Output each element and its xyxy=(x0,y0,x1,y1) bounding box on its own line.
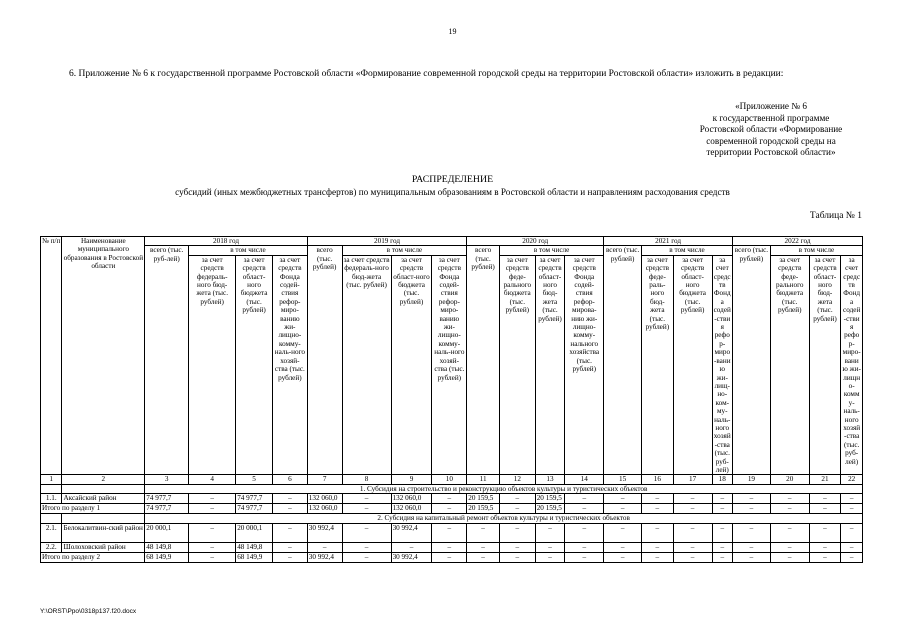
header-source: за счет средств федераль-ного бюд-жета (тыс. рублей) xyxy=(189,255,236,475)
row-value: 30 992,4 xyxy=(391,523,432,542)
column-number: 6 xyxy=(272,475,307,484)
header-source: за счет средств област-ного бюджета (тыс. рублей) xyxy=(673,255,712,475)
table-cell xyxy=(62,484,145,493)
total-value: – xyxy=(189,504,236,514)
document-subtitle: субсидий (иных межбюджетных трансфертов) по муниципальным образованиям в Ростовской области и направлениям расходования средств xyxy=(175,187,730,197)
row-value: 20 159,5 xyxy=(535,494,565,504)
header-total: всего (тыс. рублей) xyxy=(467,246,500,475)
total-row xyxy=(41,552,863,562)
column-number: 15 xyxy=(604,475,642,484)
column-number: 7 xyxy=(307,475,342,484)
row-value: – xyxy=(809,494,841,504)
total-label: Итого по разделу 1 xyxy=(41,504,145,514)
column-number: 18 xyxy=(712,475,732,484)
header-source: за счет средств област-ного бюд-жета (тыс. рублей) xyxy=(535,255,565,475)
total-value: – xyxy=(272,504,307,514)
row-value: – xyxy=(841,523,863,542)
row-value: – xyxy=(712,494,732,504)
header-total: всего (тыс. рублей) xyxy=(604,246,642,475)
row-number: 2.1. xyxy=(41,523,62,542)
header-source: за счет средств федераль-ного бюд-жета (тыс. рублей) xyxy=(342,255,391,475)
row-value: – xyxy=(642,523,674,542)
column-number: 20 xyxy=(770,475,809,484)
header-name: Наименование муниципального образования в Ростовской области xyxy=(62,237,145,475)
total-value: 132 060,0 xyxy=(307,504,342,514)
row-value: 48 149,8 xyxy=(145,542,189,552)
row-value: – xyxy=(604,523,642,542)
row-value: – xyxy=(342,523,391,542)
total-value: 132 060,0 xyxy=(391,504,432,514)
header-total: всего (тыс. рублей) xyxy=(307,246,342,475)
total-value: – xyxy=(809,504,841,514)
total-value: – xyxy=(604,504,642,514)
row-value: – xyxy=(535,523,565,542)
column-number: 1 xyxy=(41,475,62,484)
total-label: Итого по разделу 2 xyxy=(41,552,145,562)
section-title: 1. Субсидия на строительство и реконструкцию объектов культуры и туристических объектов xyxy=(145,484,863,493)
row-name: Белокалитвин-ский район xyxy=(62,523,145,542)
total-value: – xyxy=(712,552,732,562)
header-row-numbers xyxy=(41,475,863,484)
section-title: 2. Субсидия на капитальный ремонт объектов культуры и туристических объектов xyxy=(145,514,863,523)
row-value: – xyxy=(770,523,809,542)
row-value: – xyxy=(432,542,467,552)
header-in-that: в том числе xyxy=(499,246,603,255)
total-value: – xyxy=(604,552,642,562)
header-row-years xyxy=(41,237,863,246)
page-number: 19 xyxy=(448,27,457,36)
column-number: 16 xyxy=(642,475,674,484)
header-total: всего (тыс. рублей) xyxy=(733,246,771,475)
appendix-line: к государственной программе xyxy=(712,112,830,123)
column-number: 12 xyxy=(499,475,535,484)
row-value: – xyxy=(673,494,712,504)
appendix-reference xyxy=(640,101,902,159)
table-cell xyxy=(62,514,145,523)
total-value: 20 159,5 xyxy=(467,504,500,514)
total-row xyxy=(41,504,863,514)
total-value: 74 977,7 xyxy=(236,504,273,514)
row-value: – xyxy=(604,542,642,552)
row-value: – xyxy=(189,542,236,552)
row-value: – xyxy=(272,523,307,542)
header-source: за счет средств Фонда содей-ствия рефор-миро-ванию жи-лищно-комму-наль-ного хозяй-ства (тыс. рублей) xyxy=(432,255,467,475)
header-source: за счет средств област-ного бюд-жета (тыс. рублей) xyxy=(809,255,841,475)
header-source: за счет средств Фонда содей-ствия рефор-миро-ванию жи-лищ-но-ком-му-наль-ного хозяй-ства (тыс. руб-лей) xyxy=(713,255,731,474)
appendix-line: Ростовской области «Формирование xyxy=(699,124,843,134)
total-value: – xyxy=(189,552,236,562)
column-number: 22 xyxy=(841,475,863,484)
total-value: – xyxy=(642,504,674,514)
total-value: – xyxy=(467,552,500,562)
distribution-table xyxy=(40,236,863,563)
section-title-row xyxy=(41,514,863,523)
appendix-line: территории Ростовской области» xyxy=(706,147,836,157)
row-value: – xyxy=(535,542,565,552)
row-value: – xyxy=(673,523,712,542)
file-path: Y:\ORST\Ppo\0318p137.f20.docx xyxy=(40,608,137,615)
total-value: – xyxy=(432,552,467,562)
total-value: 68 149,9 xyxy=(236,552,273,562)
table-label: Таблица № 1 xyxy=(809,211,862,221)
table-row xyxy=(41,523,863,542)
total-value: – xyxy=(342,504,391,514)
header-source: за счет средств област-ного бюджета (тыс. рублей) xyxy=(391,255,432,475)
table-cell xyxy=(41,484,62,493)
table-row xyxy=(41,494,863,504)
row-value: – xyxy=(712,523,732,542)
row-value: 20 159,5 xyxy=(467,494,500,504)
row-value: – xyxy=(565,494,604,504)
row-value: – xyxy=(499,542,535,552)
table-cell xyxy=(41,514,62,523)
section-title-row xyxy=(41,484,863,493)
header-in-that: в том числе xyxy=(342,246,467,255)
total-value: – xyxy=(712,504,732,514)
row-value: – xyxy=(733,542,771,552)
row-value: – xyxy=(733,494,771,504)
row-value: – xyxy=(499,523,535,542)
row-value: – xyxy=(467,523,500,542)
row-value: – xyxy=(189,523,236,542)
total-value: – xyxy=(535,552,565,562)
total-value: – xyxy=(809,552,841,562)
appendix-line: современной городской среды на xyxy=(706,135,836,146)
row-name: Шолоховский район xyxy=(62,542,145,552)
total-value: – xyxy=(432,504,467,514)
total-value: – xyxy=(342,552,391,562)
column-number: 9 xyxy=(391,475,432,484)
row-value: – xyxy=(342,494,391,504)
total-value: – xyxy=(733,552,771,562)
row-value: – xyxy=(712,542,732,552)
column-number: 2 xyxy=(62,475,145,484)
row-value: 30 992,4 xyxy=(307,523,342,542)
total-value: – xyxy=(770,504,809,514)
column-number: 11 xyxy=(467,475,500,484)
row-value: 132 060,0 xyxy=(307,494,342,504)
column-number: 8 xyxy=(342,475,391,484)
row-value: – xyxy=(565,523,604,542)
row-value: – xyxy=(432,523,467,542)
row-value: 74 977,7 xyxy=(145,494,189,504)
row-value: – xyxy=(770,542,809,552)
header-source: за счет средств феде-раль-ного бюд-жета (тыс. рублей) xyxy=(642,255,674,475)
row-value: – xyxy=(841,494,863,504)
column-number: 21 xyxy=(809,475,841,484)
row-value: – xyxy=(642,494,674,504)
row-value: – xyxy=(841,542,863,552)
header-source: за счет средств област-ного бюджета (тыс. рублей) xyxy=(236,255,273,475)
total-value: 30 992,4 xyxy=(391,552,432,562)
total-value: – xyxy=(499,552,535,562)
total-value: – xyxy=(272,552,307,562)
header-source: за счет средств Фонда содей-ствия рефор-миро-ванию жи-лищно-комму-наль-ного хозяй-ства (тыс. руб-лей) xyxy=(841,255,863,475)
total-value: – xyxy=(565,552,604,562)
total-value: – xyxy=(673,552,712,562)
row-value: 74 977,7 xyxy=(236,494,273,504)
row-value: – xyxy=(770,494,809,504)
header-year: 2020 год xyxy=(467,237,604,246)
row-value: – xyxy=(809,542,841,552)
total-value: 68 149,9 xyxy=(145,552,189,562)
row-value: 20 000,1 xyxy=(145,523,189,542)
column-number: 10 xyxy=(432,475,467,484)
row-value: – xyxy=(342,542,391,552)
total-value: – xyxy=(565,504,604,514)
column-number: 3 xyxy=(145,475,189,484)
row-value: – xyxy=(272,494,307,504)
row-name: Аксайский район xyxy=(62,494,145,504)
header-source: за счет средств Фонда содей-ствия рефор-мирова-нию жи-лищно-комму-нального хозяйства (тыс. рублей) xyxy=(565,255,604,475)
row-value: 20 000,1 xyxy=(236,523,273,542)
header-num: № п/п xyxy=(41,237,62,475)
total-value: 30 992,4 xyxy=(307,552,342,562)
header-source: за счет средств феде-рального бюджета (тыс. рублей) xyxy=(499,255,535,475)
row-value: – xyxy=(189,494,236,504)
document-title: РАСПРЕДЕЛЕНИЕ xyxy=(411,174,494,185)
header-year: 2022 год xyxy=(733,237,863,246)
row-value: – xyxy=(391,542,432,552)
row-value: – xyxy=(432,494,467,504)
table-row xyxy=(41,542,863,552)
column-number: 19 xyxy=(733,475,771,484)
row-value: – xyxy=(642,542,674,552)
header-total: всего (тыс. руб-лей) xyxy=(145,246,189,475)
total-value: – xyxy=(733,504,771,514)
header-source: за счет средств Фонда содей-ствия рефор-миро-ванию жи-лищно-комму-наль-ного хозяй-ства (тыс. рублей) xyxy=(272,255,307,475)
header-in-that: в том числе xyxy=(189,246,308,255)
row-value: – xyxy=(733,523,771,542)
total-value: – xyxy=(770,552,809,562)
row-value: – xyxy=(604,494,642,504)
total-value: 74 977,7 xyxy=(145,504,189,514)
row-value: – xyxy=(467,542,500,552)
row-value: – xyxy=(809,523,841,542)
header-row-groups xyxy=(41,246,863,255)
total-value: – xyxy=(673,504,712,514)
header-year: 2018 год xyxy=(145,237,308,246)
row-value: – xyxy=(307,542,342,552)
row-value: – xyxy=(673,542,712,552)
row-number: 2.2. xyxy=(41,542,62,552)
column-number: 4 xyxy=(189,475,236,484)
total-value: – xyxy=(841,552,863,562)
row-value: – xyxy=(499,494,535,504)
header-in-that: в том числе xyxy=(642,246,733,255)
column-number: 14 xyxy=(565,475,604,484)
row-value: 132 060,0 xyxy=(391,494,432,504)
header-source: за счет средств феде-рального бюджета (тыс. рублей) xyxy=(770,255,809,475)
column-number: 13 xyxy=(535,475,565,484)
row-number: 1.1. xyxy=(41,494,62,504)
header-year: 2019 год xyxy=(307,237,466,246)
column-number: 5 xyxy=(236,475,273,484)
total-value: 20 159,5 xyxy=(535,504,565,514)
header-in-that: в том числе xyxy=(770,246,862,255)
row-value: – xyxy=(565,542,604,552)
row-value: – xyxy=(272,542,307,552)
column-number: 17 xyxy=(673,475,712,484)
total-value: – xyxy=(642,552,674,562)
row-value: 48 149,8 xyxy=(236,542,273,552)
total-value: – xyxy=(499,504,535,514)
appendix-line: «Приложение № 6 xyxy=(735,101,807,111)
header-year: 2021 год xyxy=(604,237,733,246)
total-value: – xyxy=(841,504,863,514)
intro-paragraph: 6. Приложение № 6 к государственной программе Ростовской области «Формирование современной городской среды на территории Ростовской области» изложить в редакции: xyxy=(69,69,784,79)
